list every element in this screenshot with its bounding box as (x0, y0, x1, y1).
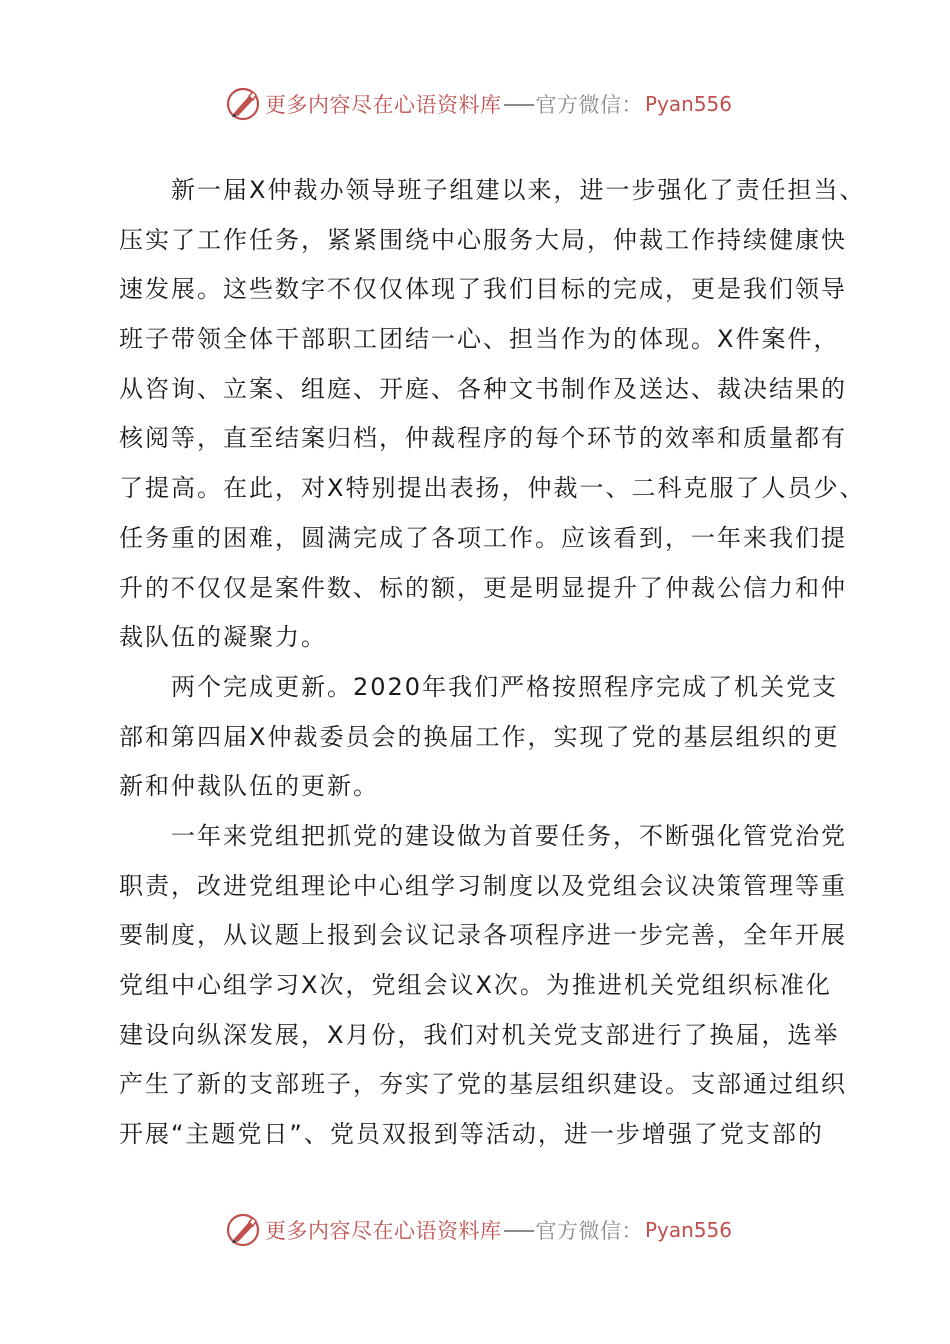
footer-watermark (225, 1210, 745, 1250)
text-line: 速发展。这些数字不仅仅体现了我们目标的完成，更是我们领导 (119, 275, 847, 304)
pen-logo-icon (225, 1212, 261, 1248)
text-line: 党组中心组学习X次，党组会议X次。为推进机关党组织标准化 (119, 971, 832, 999)
text-line: 产生了新的支部班子，夯实了党的基层组织建设。支部通过组织 (119, 1070, 847, 1099)
text-line: 新和仲裁队伍的更新。 (119, 772, 379, 801)
header-watermark (225, 84, 745, 124)
watermark-id: Pyan556 (645, 92, 733, 116)
text-line: 升的不仅仅是案件数、标的额，更是明显提升了仲裁公信力和仲 (119, 573, 847, 602)
watermark-text: 更多内容尽在心语资料库 官方微信： (265, 93, 643, 117)
body-text (119, 166, 866, 1160)
text-line: 班子带领全体干部职工团结一心、担当作为的体现。X件案件， (119, 325, 840, 354)
text-line: 压实了工作任务，紧紧围绕中心服务大局，仲裁工作持续健康快 (119, 225, 847, 254)
text-line: 两个完成更新。2020年我们严格按照程序完成了机关党支 (171, 672, 839, 701)
text-line: 裁队伍的凝聚力。 (119, 623, 327, 652)
text-line: 核阅等，直至结案归档，仲裁程序的每个环节的效率和质量都有 (119, 424, 847, 453)
pen-logo-icon (225, 86, 261, 122)
text-line: 从咨询、立案、组庭、开庭、各种文书制作及送达、裁决结果的 (119, 374, 847, 403)
text-line: 新一届X仲裁办领导班子组建以来，进一步强化了责任担当、 (171, 176, 866, 204)
text-line: 职责，改进党组理论中心组学习制度以及党组会议决策管理等重 (119, 871, 847, 900)
text-line: 要制度，从议题上报到会议记录各项程序进一步完善，全年开展 (119, 921, 847, 950)
watermark-text: 更多内容尽在心语资料库 官方微信： (265, 1219, 643, 1243)
text-line: 开展“主题党日”、党员双报到等活动，进一步增强了党支部的 (119, 1120, 824, 1149)
watermark-id: Pyan556 (645, 1218, 733, 1242)
text-line: 任务重的困难，圆满完成了各项工作。应该看到，一年来我们提 (119, 523, 847, 552)
text-line: 部和第四届X仲裁委员会的换届工作，实现了党的基层组织的更 (119, 722, 840, 751)
text-line: 建设向纵深发展，X月份，我们对机关党支部进行了换届，选举 (119, 1020, 840, 1049)
text-line: 了提高。在此，对X特别提出表扬，仲裁一、二科克服了人员少、 (119, 474, 866, 503)
text-line: 一年来党组把抓党的建设做为首要任务，不断强化管党治党 (171, 821, 847, 850)
